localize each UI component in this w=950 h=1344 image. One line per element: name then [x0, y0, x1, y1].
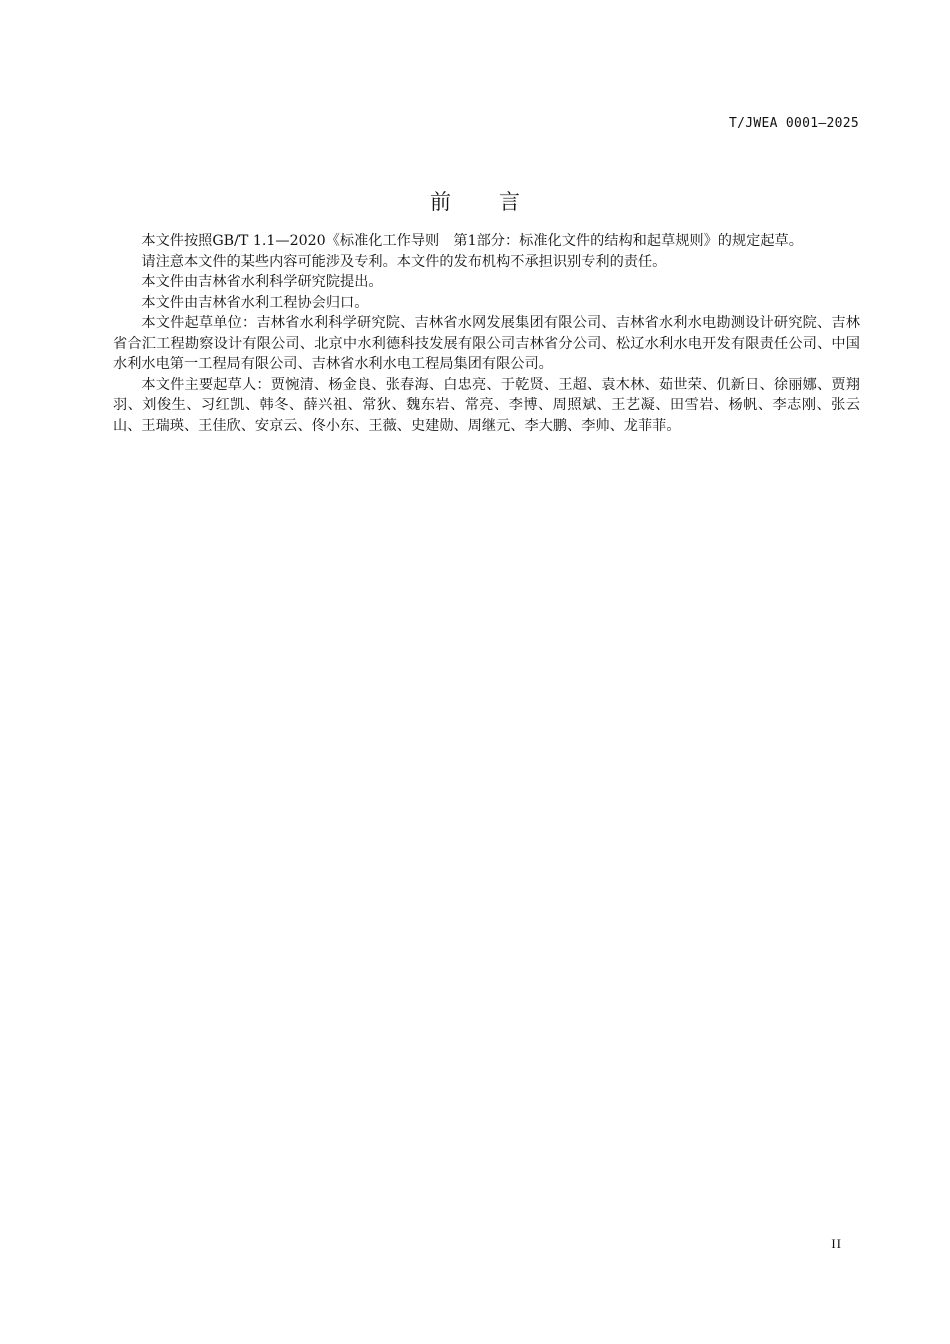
- foreword-body: [113, 231, 860, 436]
- paragraph-drafting-units: 本文件起草单位：吉林省水利科学研究院、吉林省水网发展集团有限公司、吉林省水利水电勘测设计研究院、吉林省合汇工程勘察设计有限公司、北京中水利德科技发展有限公司吉林省分公司、松辽水利水电开发有限责任公司、中国水利水电第一工程局有限公司、吉林省水利水电工程局集团有限公司。: [113, 315, 860, 372]
- paragraph-proposer: 本文件由吉林省水利科学研究院提出。: [141, 274, 383, 290]
- page-title: 前言: [430, 190, 568, 215]
- paragraph-centralized-unit: 本文件由吉林省水利工程协会归口。: [141, 294, 369, 311]
- paragraph-drafting-rules: 本文件按照GB/T 1.1—2020《标准化工作导则 第1部分：标准化文件的结构和起草规则》的规定起草。: [141, 233, 803, 249]
- paragraph-patent-notice: 请注意本文件的某些内容可能涉及专利。本文件的发布机构不承担识别专利的责任。: [141, 253, 667, 270]
- paragraph-drafters: 本文件主要起草人：贾惋清、杨金良、张春海、白忠亮、于乾贤、王超、袁木林、茹世荣、仉新日、徐丽娜、贾翔羽、刘俊生、习红凯、韩冬、薛兴祖、常狄、魏东岩、常亮、李博、周照斌、王艺凝、田雪岩、杨帆、李志刚、张云山、王瑞瑛、王佳欣、安京云、佟小东、王薇、史建勋、周继元、李大鹏、李帅、龙菲菲。: [113, 376, 860, 434]
- document-code: T/JWEA 0001—2025: [728, 116, 859, 131]
- page-number: II: [831, 1236, 842, 1251]
